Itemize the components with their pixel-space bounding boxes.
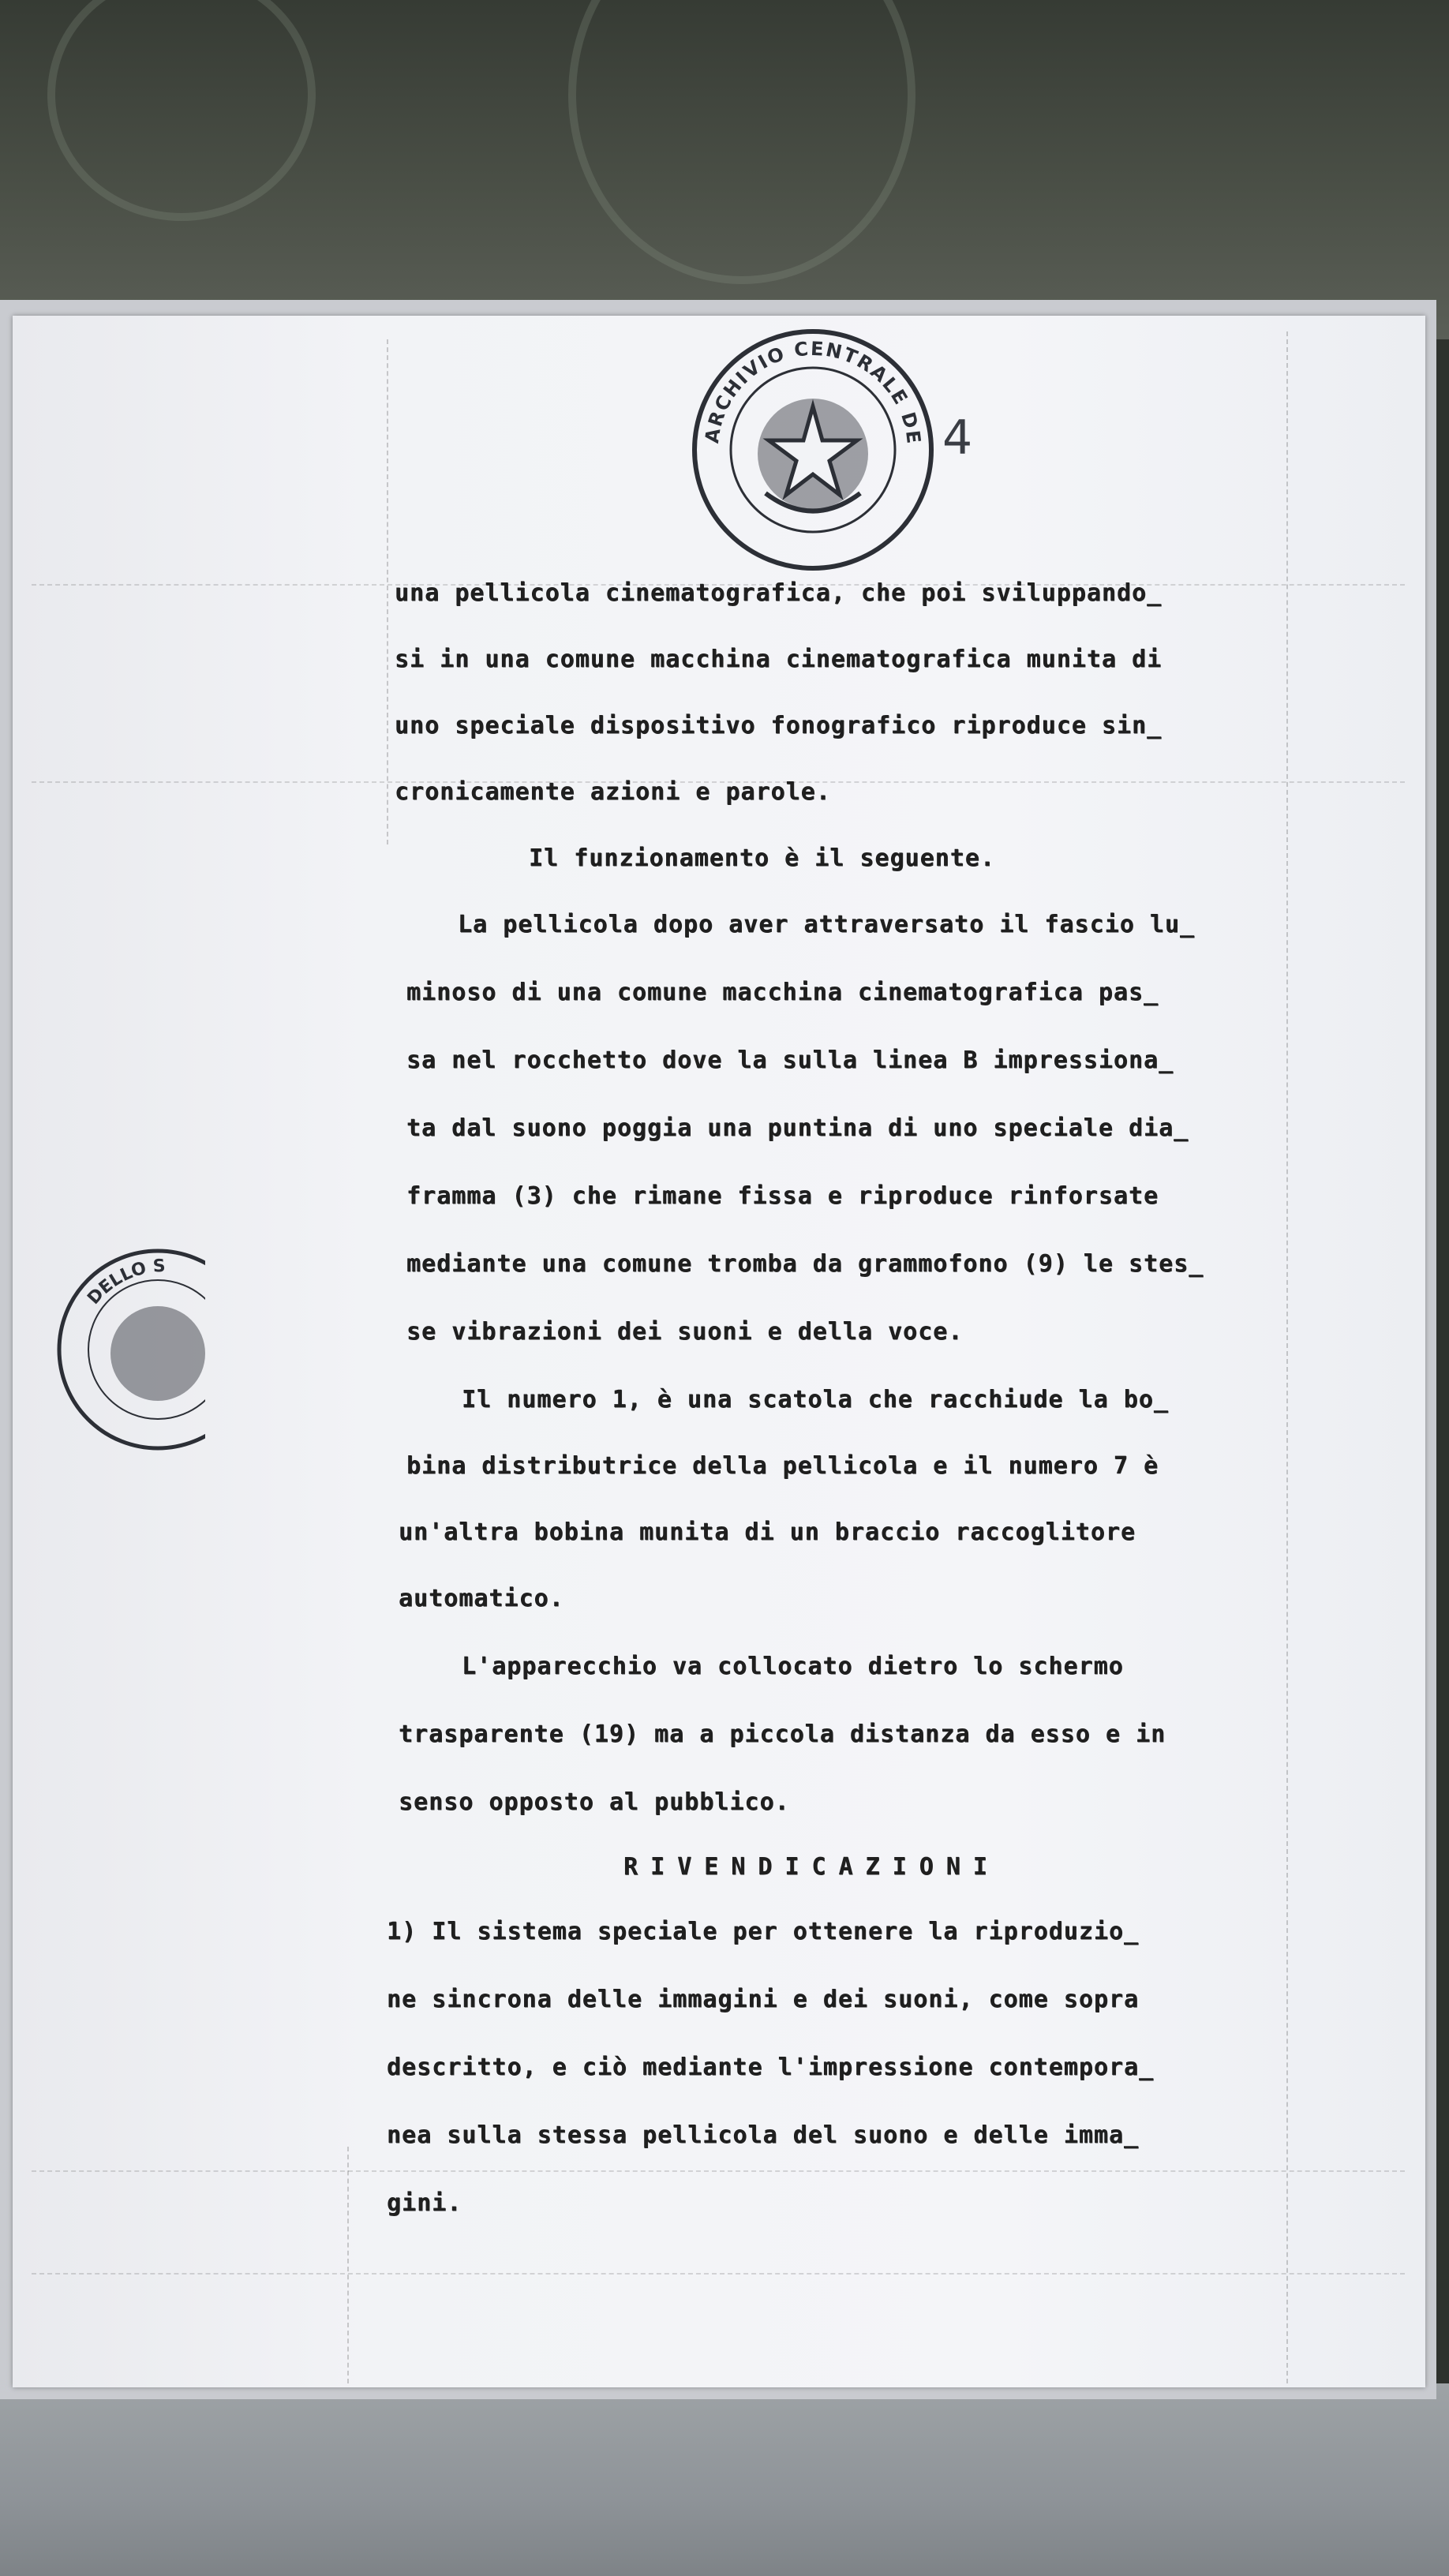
svg-text:DELLO S [84, 1256, 166, 1309]
ruling-line [347, 2147, 349, 2383]
text-line: nea sulla stessa pellicola del suono e delle imma_ [387, 2121, 1140, 2149]
background-bottom [0, 2383, 1449, 2576]
archive-seal [687, 324, 939, 576]
section-heading: RIVENDICAZIONI [623, 1853, 1000, 1881]
text-line: si in una comune macchina cinematografica munita di [395, 646, 1163, 673]
text-line: framma (3) che rimane fissa e riproduce rinforsate [406, 1182, 1159, 1210]
text-line: 1) Il sistema speciale per ottenere la riproduzio_ [387, 1918, 1140, 1945]
text-line: L'apparecchio va collocato dietro lo schermo [462, 1653, 1124, 1680]
text-line: cronicamente azioni e parole. [395, 778, 831, 806]
text-line: ta dal suono poggia una puntina di uno speciale dia_ [406, 1114, 1189, 1142]
text-line: senso opposto al pubblico. [399, 1788, 790, 1816]
page-number: 4 [942, 410, 973, 466]
text-line: se vibrazioni dei suoni e della voce. [406, 1318, 964, 1346]
text-line: bina distributrice della pellicola e il numero 7 è [406, 1452, 1159, 1480]
text-line: descritto, e ciò mediante l'impressione contempora_ [387, 2054, 1155, 2081]
side-seal-text: DELLO S [84, 1256, 167, 1309]
ruling-line [387, 339, 388, 844]
ruling-line [1286, 331, 1288, 2383]
text-line: La pellicola dopo aver attraversato il fascio lu_ [458, 911, 1196, 938]
text-line: minoso di una comune macchina cinematografica pas_ [406, 979, 1159, 1006]
text-line: Il funzionamento è il seguente. [529, 844, 995, 872]
text-line: ne sincrona delle immagini e dei suoni, come sopra [387, 1986, 1140, 2013]
archive-seal-partial [47, 1215, 205, 1468]
ruling-line [32, 2273, 1405, 2275]
text-line: mediante una comune tromba da grammofono (9) le stes_ [406, 1250, 1204, 1278]
seal-text: ARCHIVIO CENTRALE DE [701, 337, 926, 447]
ruling-line [32, 2170, 1405, 2172]
text-line: un'altra bobina munita di un braccio raccoglitore [399, 1518, 1136, 1546]
text-line: una pellicola cinematografica, che poi sviluppando_ [395, 579, 1163, 607]
text-line: automatico. [399, 1585, 564, 1612]
text-line: uno speciale dispositivo fonografico riproduce sin_ [395, 712, 1163, 739]
text-line: Il numero 1, è una scatola che racchiude la bo_ [462, 1386, 1169, 1413]
text-line: trasparente (19) ma a piccola distanza da esso e in [399, 1720, 1166, 1748]
text-line: sa nel rocchetto dove la sulla linea B impressiona_ [406, 1046, 1174, 1074]
text-line: gini. [387, 2189, 462, 2217]
